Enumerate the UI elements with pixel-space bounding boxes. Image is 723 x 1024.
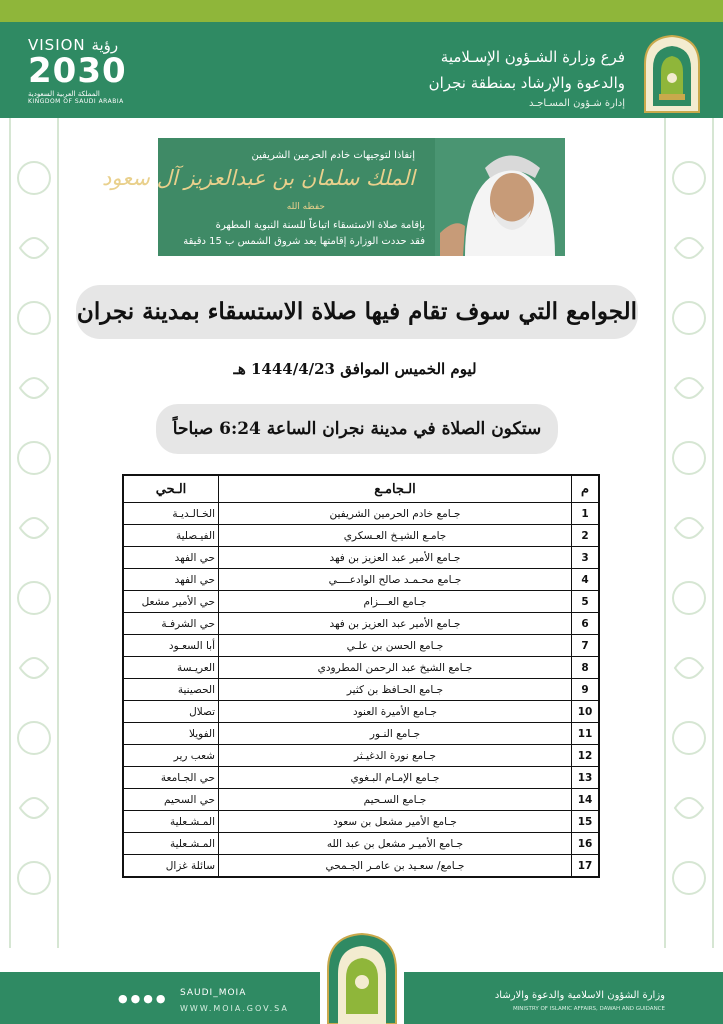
table-row xyxy=(123,833,599,855)
header-department: إدارة شـؤون المسـاجـد xyxy=(529,98,625,109)
cell-district: أبا السعـود xyxy=(123,635,219,657)
cell-district: الحصينية xyxy=(123,679,219,701)
cell-mosque: جـامع الشيخ عبد الرحمن المطرودي xyxy=(219,657,572,679)
banner-timing-line: فقد حددت الوزارة إقامتها بعد شروق الشمس ب 15 دقيقة xyxy=(183,236,425,247)
cell-district: سائلة غزال xyxy=(123,855,219,878)
table-row xyxy=(123,635,599,657)
table-row xyxy=(123,701,599,723)
cell-num: 5 xyxy=(572,591,600,613)
cell-mosque: جـامع النـور xyxy=(219,723,572,745)
cell-num: 10 xyxy=(572,701,600,723)
cell-num: 16 xyxy=(572,833,600,855)
cell-mosque: جـامع الأمير عبد العزيز بن فهد xyxy=(219,547,572,569)
vision-kingdom-ar: المملكة العربية السعودية xyxy=(28,90,100,98)
website-link[interactable]: WWW.MOIA.GOV.SA xyxy=(180,1004,289,1013)
cell-mosque: جـامع الحسن بن علـي xyxy=(219,635,572,657)
left-ornament-border xyxy=(0,118,70,948)
cell-district: حي السحيم xyxy=(123,789,219,811)
prayer-date: ليوم الخميس الموافق 1444/4/23 هـ xyxy=(233,360,477,378)
table-header-row xyxy=(123,475,599,503)
top-accent-bar xyxy=(0,0,723,22)
header-region: والدعوة والإرشاد بمنطقة نجران xyxy=(428,74,625,92)
cell-district: حي الجـامعة xyxy=(123,767,219,789)
footer-emblem-icon xyxy=(318,924,406,1024)
cell-district: العريـسة xyxy=(123,657,219,679)
cell-num: 7 xyxy=(572,635,600,657)
cell-num: 4 xyxy=(572,569,600,591)
cell-num: 12 xyxy=(572,745,600,767)
table-row xyxy=(123,679,599,701)
ministry-emblem-icon xyxy=(641,34,703,112)
cell-district: حي الفهد xyxy=(123,569,219,591)
cell-mosque: جـامع السـحيم xyxy=(219,789,572,811)
cell-num: 8 xyxy=(572,657,600,679)
youtube-icon[interactable]: ● xyxy=(155,992,169,1005)
table-row xyxy=(123,855,599,878)
table-row xyxy=(123,657,599,679)
cell-mosque: جامـع الشيـخ العـسكري xyxy=(219,525,572,547)
snapchat-icon[interactable]: ● xyxy=(130,992,144,1005)
cell-mosque: جـامع الأمير مشعل بن سعود xyxy=(219,811,572,833)
cell-num: 13 xyxy=(572,767,600,789)
cell-mosque: جـامع الأميـر مشعل بن عبد الله xyxy=(219,833,572,855)
cell-num: 11 xyxy=(572,723,600,745)
table-row xyxy=(123,503,599,525)
cell-mosque: جـامع محـمـد صالح الوادعــــي xyxy=(219,569,572,591)
cell-num: 1 xyxy=(572,503,600,525)
footer-ministry-en: MINISTRY OF ISLAMIC AFFAIRS, DAWAH AND GUIDANCE xyxy=(512,1006,665,1012)
cell-district: حي الفهد xyxy=(123,547,219,569)
instagram-icon[interactable]: ● xyxy=(143,992,156,1005)
cell-num: 17 xyxy=(572,855,600,878)
header-district: الـحي xyxy=(123,475,219,503)
right-ornament-border xyxy=(653,118,723,948)
cell-mosque: جـامع الحـافظ بن كثير xyxy=(219,679,572,701)
cell-num: 6 xyxy=(572,613,600,635)
banner-hafidhahu: حفظه الله xyxy=(286,202,325,212)
cell-num: 3 xyxy=(572,547,600,569)
cell-district: المـشـعلية xyxy=(123,811,219,833)
mosques-table xyxy=(122,474,600,878)
cell-mosque: جـامع الأمير عبد العزيز بن فهد xyxy=(219,613,572,635)
banner-king-name: الملك سلمان بن عبدالعزيز آل سعود xyxy=(101,166,415,190)
header-num: م xyxy=(572,475,600,503)
table-row xyxy=(123,591,599,613)
cell-district: الفيـصلية xyxy=(123,525,219,547)
cell-num: 2 xyxy=(572,525,600,547)
prayer-time: ستكون الصلاة في مدينة نجران الساعة 6:24 صباحاً xyxy=(172,419,542,439)
cell-num: 14 xyxy=(572,789,600,811)
table-row xyxy=(123,569,599,591)
twitter-icon[interactable]: ● xyxy=(118,992,131,1005)
cell-district: الخـالـديـة xyxy=(123,503,219,525)
table-row xyxy=(123,613,599,635)
table-row xyxy=(123,789,599,811)
table-row xyxy=(123,723,599,745)
table-row xyxy=(123,547,599,569)
vision-2030-logo xyxy=(28,36,138,105)
cell-mosque: جـامع العـــزام xyxy=(219,591,572,613)
cell-mosque: جـامع/ سعـيد بن عامـر الجـمحي xyxy=(219,855,572,878)
banner-directive-line: إنفاذا لتوجيهات خادم الحرمين الشريفين xyxy=(251,150,415,161)
cell-num: 9 xyxy=(572,679,600,701)
header-mosque: الـجامـع xyxy=(219,475,572,503)
page-title: الجوامع التي سوف تقام فيها صلاة الاستسقاء بمدينة نجران xyxy=(76,298,638,325)
cell-district: حي الأمير مشعل xyxy=(123,591,219,613)
header-ministry-branch: فرع وزارة الشـؤون الإسـلامية xyxy=(440,48,625,66)
table-row xyxy=(123,745,599,767)
cell-district: المـشـعلية xyxy=(123,833,219,855)
vision-kingdom-en: KINGDOM OF SAUDI ARABIA xyxy=(28,98,124,105)
vision-year: 2030 xyxy=(28,51,127,91)
cell-district: شعب رير xyxy=(123,745,219,767)
king-portrait-icon xyxy=(435,138,565,256)
vision-label: VISION رؤية xyxy=(28,36,119,54)
royal-directive-banner xyxy=(101,138,565,256)
cell-district: حي الشرفـة xyxy=(123,613,219,635)
table-row xyxy=(123,767,599,789)
cell-mosque: جـامع نورة الدغيـثر xyxy=(219,745,572,767)
cell-district: تصلال xyxy=(123,701,219,723)
cell-mosque: جـامع الإمـام البـغوي xyxy=(219,767,572,789)
cell-district: الفويلا xyxy=(123,723,219,745)
table-row xyxy=(123,525,599,547)
cell-mosque: جـامع خادم الحرمين الشريفين xyxy=(219,503,572,525)
table-body xyxy=(123,503,599,878)
social-icons xyxy=(118,992,168,1005)
cell-num: 15 xyxy=(572,811,600,833)
social-handle[interactable]: SAUDI_MOIA xyxy=(180,988,247,998)
footer-ministry-ar: وزارة الشؤون الاسلامية والدعوة والارشاد xyxy=(494,990,665,1001)
cell-mosque: جـامع الأميرة العنود xyxy=(219,701,572,723)
banner-prayer-line: بإقامة صلاة الاستسقاء اتباعاً للسنة النبوية المطهرة xyxy=(215,220,425,231)
table-row xyxy=(123,811,599,833)
